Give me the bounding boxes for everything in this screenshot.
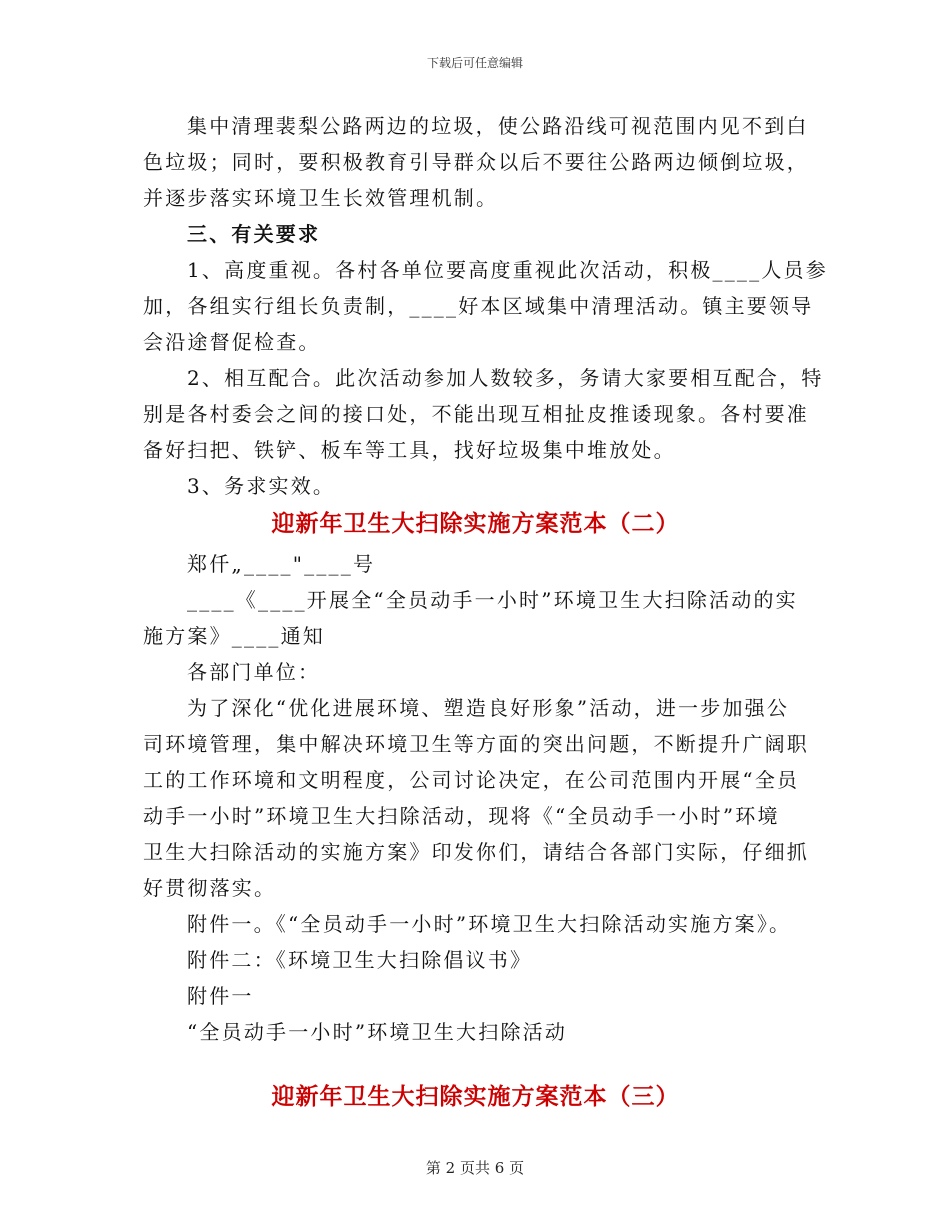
requirement-line: 备好扫把、铁铲、板车等工具，找好垃圾集中堆放处。 [143,438,676,462]
paragraph-line: 动手一小时”环境卫生大扫除活动，现将《“全员动手一小时”环境 [143,804,780,828]
section-title: 迎新年卫生大扫除实施方案范本（三） [271,1083,680,1110]
paragraph-line: 集中清理裴梨公路两边的垃圾，使公路沿线可视范围内见不到白 [187,114,809,138]
requirement-line: 加，各组实行组长负责制，____好本区域集中清理活动。镇主要领导 [143,294,814,318]
paragraph-line: 司环境管理，集中解决环境卫生等方面的突出问题，不断提升广阔职 [143,732,809,756]
section-title: 迎新年卫生大扫除实施方案范本（二） [271,510,680,537]
requirement-line: 别是各村委会之间的接口处，不能出现互相扯皮推诿现象。各村要准 [143,402,809,426]
attachment-title: “全员动手一小时”环境卫生大扫除活动 [187,1020,568,1044]
notice-title-line: 施方案》____通知 [143,624,325,648]
page-header: 下载后可任意编辑 [426,56,523,70]
requirement-line: 3、务求实效。 [187,474,336,498]
document-number: 郑仟„____"____号 [187,552,376,576]
document-body [143,108,828,1050]
paragraph-line: 为了深化“优化进展环境、塑造良好形象”活动，进一步加强公 [187,696,790,720]
paragraph-line: 好贯彻落实。 [143,876,277,900]
section-heading: 三、有关要求 [187,222,321,246]
addressee: 各部门单位： [187,660,321,684]
attachment-label: 附件一 [187,984,254,1008]
paragraph-line: 卫生大扫除活动的实施方案》印发你们，请结合各部门实际，仔细抓 [143,840,809,864]
paragraph-line: 色垃圾；同时，要积极教育引导群众以后不要往公路两边倾倒垃圾， [143,150,809,174]
attachment-line: 附件二：《环境卫生大扫除倡议书》 [187,948,533,972]
attachment-line: 附件一。《“全员动手一小时”环境卫生大扫除活动实施方案》。 [187,912,792,936]
requirement-line: 1、高度重视。各村各单位要高度重视此次活动，积极____人员参 [187,258,828,282]
page-footer: 第 2 页共 6 页 [425,1159,525,1177]
paragraph-line: 工的工作环境和文明程度，公司讨论决定，在公司范围内开展“全员 [143,768,800,792]
paragraph-line: 并逐步落实环境卫生长效管理机制。 [143,186,499,210]
requirement-line: 2、相互配合。此次活动参加人数较多，务请大家要相互配合，特 [187,366,824,390]
requirement-line: 会沿途督促检查。 [143,330,321,354]
notice-title-line: ____《____开展全“全员动手一小时”环境卫生大扫除活动的实 [187,588,798,612]
